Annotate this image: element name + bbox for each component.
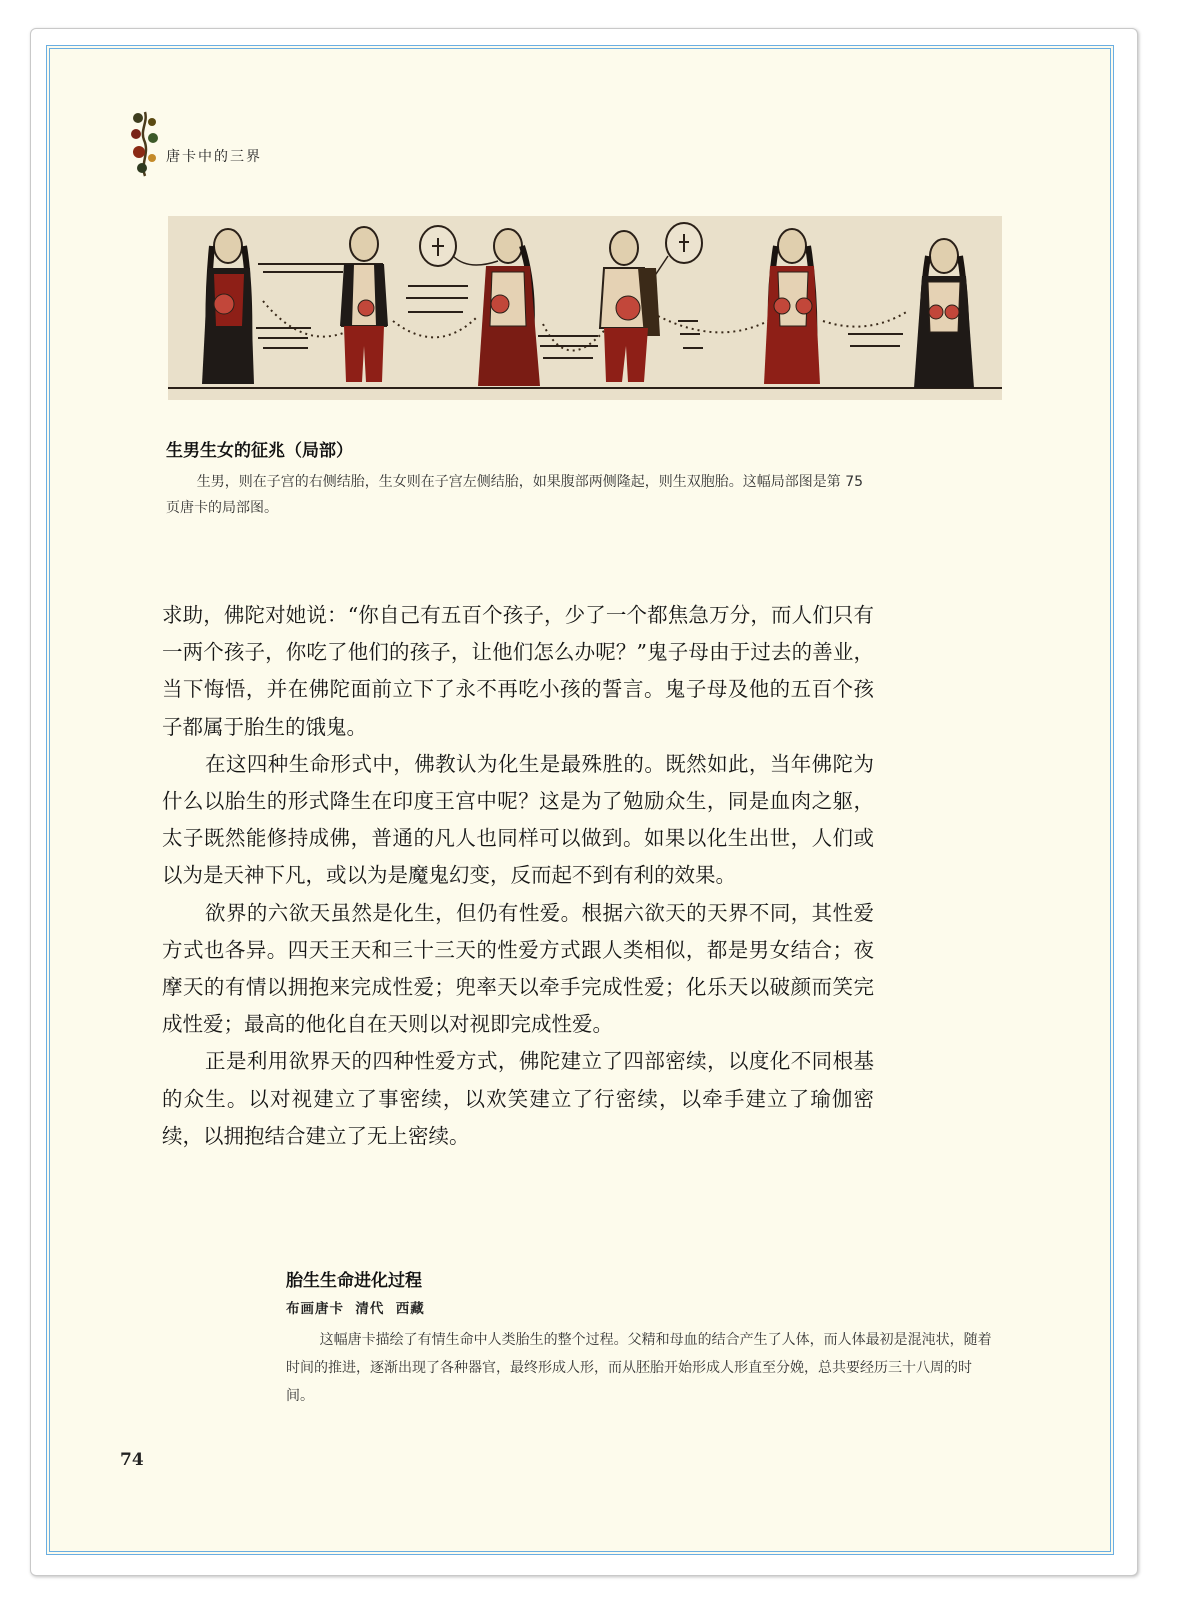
body-paragraph: 欲界的六欲天虽然是化生，但仍有性爱。根据六欲天的天界不同，其性爱方式也各异。四天王天和三十三天的性爱方式跟人类相似，都是男女结合；夜摩天的有情以拥抱来完成性爱；兜率天以牵手完成性爱；化乐天以破颜而笑完成性爱；最高的他化自在天则以对视即完成性爱。 xyxy=(162,900,874,1037)
body-paragraph: 正是利用欲界天的四种性爱方式，佛陀建立了四部密续，以度化不同根基的众生。以对视建立了事密续，以欢笑建立了行密续，以牵手建立了瑜伽密续，以拥抱结合建立了无上密续。 xyxy=(162,1049,874,1148)
running-head-title: 唐卡中的三界 xyxy=(166,149,262,165)
plate-caption-text: 这幅唐卡描绘了有情生命中人类胎生的整个过程。父精和母血的结合产生了人体，而人体最初是混沌状，随着时间的推进，逐渐出现了各种器官，最终形成人形，而从胚胎开始形成人形直至分娩，总共要经历三十八周的时间。 xyxy=(286,1332,992,1404)
thangka-illustration xyxy=(168,216,1002,400)
body-paragraph: 求助，佛陀对她说：“你自己有五百个孩子，少了一个都焦急万分，而人们只有一两个孩子，你吃了他们的孩子，让他们怎么办呢？”鬼子母由于过去的善业，当下悔悟，并在佛陀面前立下了永不再吃小孩的誓言。鬼子母及他的五百个孩子都属于胎生的饿鬼。 xyxy=(162,603,874,739)
figure-caption-text: 生男，则在子宫的右侧结胎，生女则在子宫左侧结胎，如果腹部两侧隆起，则生双胞胎。这幅局部图是第 75 页唐卡的局部图。 xyxy=(166,474,864,516)
floral-ornament-icon xyxy=(128,108,162,178)
running-head xyxy=(128,108,328,178)
main-text xyxy=(162,597,874,1155)
figure-caption-title: 生男生女的征兆（局部） xyxy=(166,441,353,461)
plate-caption-subtitle: 布画唐卡 清代 西藏 xyxy=(286,1301,425,1317)
page-number: 74 xyxy=(120,1450,144,1470)
plate-caption-title: 胎生生命进化过程 xyxy=(286,1271,422,1291)
body-paragraph: 在这四种生命形式中，佛教认为化生是最殊胜的。既然如此，当年佛陀为什么以胎生的形式降生在印度王宫中呢？这是为了勉励众生，同是血肉之躯，太子既然能修持成佛，普通的凡人也同样可以做到。如果以化生出世，人们或以为是天神下凡，或以为是魔鬼幻变，反而起不到有利的效果。 xyxy=(162,751,874,888)
figure-5-icon xyxy=(764,229,820,384)
thangka-detail-image xyxy=(168,216,1002,400)
figure-1-icon xyxy=(202,229,254,384)
